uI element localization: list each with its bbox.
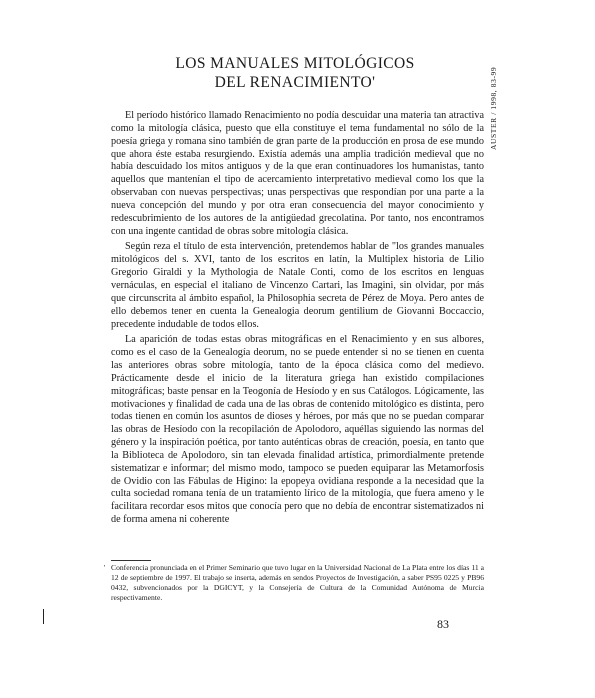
title-line-2: DEL RENACIMIENTO' xyxy=(214,74,376,91)
paragraph: La aparición de todas estas obras mitográficas en el Renacimiento y en sus albores, como es el caso de la Genealogía deorum, no se puede entender si no se tienen en cuenta las anteriores obras sobre mitología, tanto de la época clásica como del medievo. Prácticamente desde el inicio de la literatura griega han existido compilaciones mitográficas; baste pensar en la Teogonía de Hesíodo y en sus Catálogos. Lógicamente, las motivaciones y finalidad de cada una de las obras de contenido mitológico es distinta, pero todas tienen en común los asuntos de dioses y héroes, por más que no se puedan comparar las obras de Hesíodo con la recopilación de Apolodoro, aquéllas siguiendo las normas del género y la inspiración poética, por tanto auténticas obras de creación, poesía, en tanto que la Biblioteca de Apolodoro, sin tan elevada finalidad artística, primordialmente pretende sistematizar e informar; del mismo modo, tampoco se pueden equiparar las Metamorfosis de Ovidio con las Fábulas de Higino: la epopeya ovidiana responde a la necesidad que la culta sociedad romana tenía de un tratamiento lírico de la mitología, que fuera ameno y le facilitara recordar esos mitos que conocía pero que no debía de encontrar sistematizados ni de forma amena ni coherente xyxy=(111,334,484,526)
margin-mark xyxy=(43,609,44,624)
footnote xyxy=(104,563,484,603)
footnote-text: Conferencia pronunciada en el Primer Seminario que tuvo lugar en la Universidad Nacional de La Plata entre los días 11 a 12 de septiembre de 1997. El trabajo se inserta, además en sendos Proyectos de Investigación, a saber PS95 0225 y PB96 0432, subvencionados por la DGICYT, y la Consejería de Cultura de la Comunidad Autónoma de Murcia respectivamente. xyxy=(111,563,484,602)
footnote-divider xyxy=(111,560,151,561)
title-line-1: LOS MANUALES MITOLÓGICOS xyxy=(175,55,415,72)
page-number: 83 xyxy=(437,617,449,631)
footnote-mark: ' xyxy=(104,563,106,572)
paragraph: El período histórico llamado Renacimiento no podía descuidar una materia tan atractiva como la mitología clásica, puesto que ella constituye el tema fundamental no sólo de la poesía griega y romana sino también de gran parte de la producción en prosa de ese mundo que ahora éste estaba resurgiendo. Existía además una amplia tradición medieval que no había descuidado los mitos antiguos y de la que eran continuadores los humanistas, tanto aquellos que mantenían el tipo de acercamiento interpretativo medieval como los que la observaban con nuevas perspectivas; unas perspectivas que respondían por una parte a la nueva concepción del mundo y por otra eran consecuencia del mayor conocimiento y redescubrimiento de los autores de la antigüedad grecolatina. Por tanto, nos encontramos con una ingente cantidad de obras sobre mitología clásica. xyxy=(111,110,484,237)
running-reference: AUSTER / 1998, 83-99 xyxy=(489,66,498,150)
article-title xyxy=(120,54,470,92)
paragraph: Según reza el título de esta intervención, pretendemos hablar de "los grandes manuales mitológicos del s. XVI, tanto de los escritos en latín, la Multiplex historia de Lilio Gregorio Giraldi y la Mythologia de Natale Conti, como de los escritos en lenguas vernáculas, en especial el italiano de Vincenzo Cartari, las Imagini, sin olvidar, por más que circunscrita al ámbito español, la Philosophia secreta de Pérez de Moya. Pero antes de ello debemos tener en cuenta la Genealogia deorum gentilium de Giovanni Boccaccio, precedente indudable de todos ellos. xyxy=(111,241,484,330)
body-text xyxy=(111,110,484,530)
